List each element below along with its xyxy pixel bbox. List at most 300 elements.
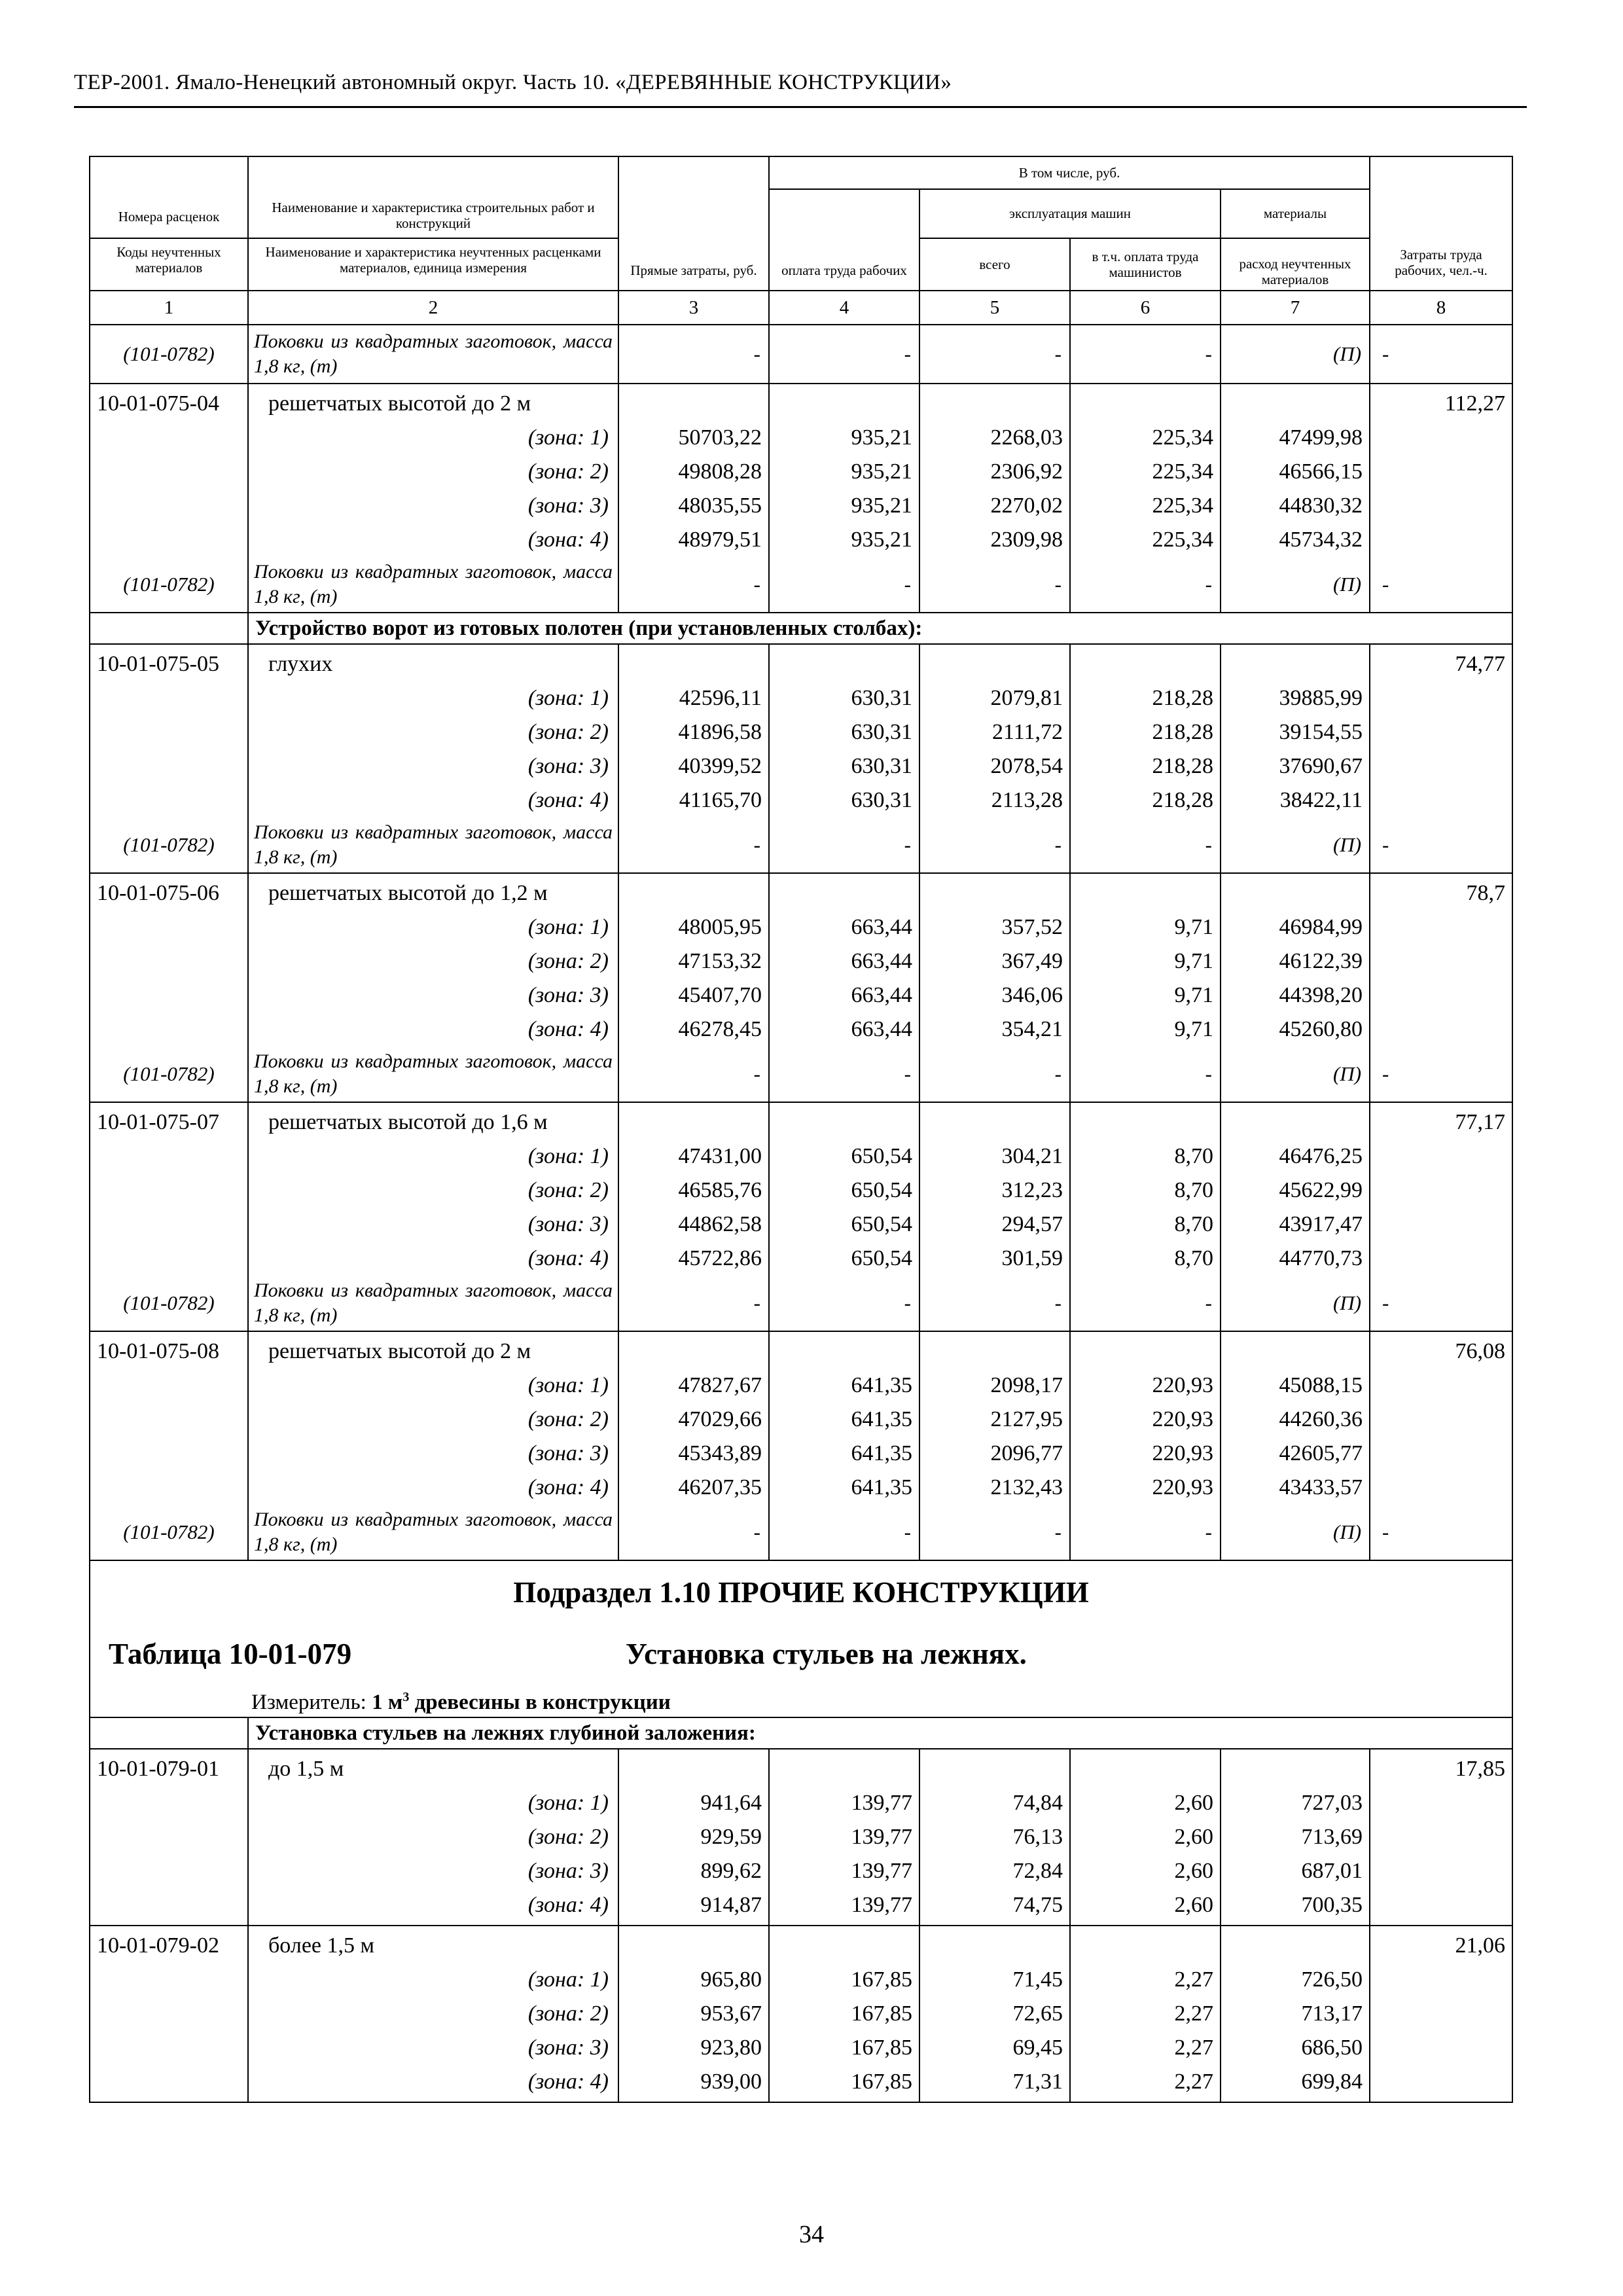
group-cell-code — [90, 613, 248, 644]
zone-row — [90, 1997, 1512, 2031]
col-number: 3 — [618, 291, 769, 325]
empty-cell — [90, 1369, 248, 1403]
hdr-material-names: Наименование и характеристика неучтенных расценками материалов, единица измерения — [248, 238, 618, 291]
empty-cell — [618, 384, 769, 421]
direct-costs: 939,00 — [618, 2065, 769, 2102]
materials-cost: 46122,39 — [1221, 944, 1370, 978]
zone-row — [90, 910, 1512, 944]
zone-label: (зона: 3) — [248, 1208, 618, 1242]
empty-cell — [1370, 1854, 1512, 1888]
empty-cell — [90, 1403, 248, 1437]
machinist-wages: 225,34 — [1070, 455, 1221, 489]
zone-row — [90, 1786, 1512, 1820]
zone-label: (зона: 4) — [248, 523, 618, 557]
empty-cell — [1070, 1331, 1221, 1369]
materials-cost: 38422,11 — [1221, 783, 1370, 817]
zone-label: (зона: 3) — [248, 2031, 618, 2065]
worker-wages: 139,77 — [769, 1854, 919, 1888]
zone-label: (зона: 2) — [248, 1820, 618, 1854]
dash-cell: - — [919, 557, 1070, 613]
empty-cell — [1070, 1102, 1221, 1139]
worker-wages: 167,85 — [769, 1963, 919, 1997]
materials-cost: 713,69 — [1221, 1820, 1370, 1854]
worker-wages: 167,85 — [769, 1997, 919, 2031]
zone-row — [90, 2031, 1512, 2065]
machinist-wages: 220,93 — [1070, 1369, 1221, 1403]
machines-total: 294,57 — [919, 1208, 1070, 1242]
materials-cost: 45622,99 — [1221, 1174, 1370, 1208]
materials-cost: 43433,57 — [1221, 1471, 1370, 1505]
machinist-wages: 225,34 — [1070, 421, 1221, 455]
machinist-wages: 220,93 — [1070, 1403, 1221, 1437]
machines-total: 2132,43 — [919, 1471, 1070, 1505]
zone-row — [90, 1888, 1512, 1926]
direct-costs: 44862,58 — [618, 1208, 769, 1242]
empty-cell — [919, 1331, 1070, 1369]
dash-cell: - — [1370, 325, 1512, 384]
empty-cell — [1370, 1208, 1512, 1242]
empty-cell — [90, 1208, 248, 1242]
dash-cell: - — [1370, 557, 1512, 613]
dash-cell: - — [919, 817, 1070, 873]
zone-label: (зона: 1) — [248, 421, 618, 455]
empty-cell — [769, 384, 919, 421]
material-row — [90, 817, 1512, 873]
empty-cell — [1370, 1174, 1512, 1208]
zone-row — [90, 749, 1512, 783]
dash-cell: - — [769, 557, 919, 613]
empty-cell — [1370, 1997, 1512, 2031]
machinist-wages: 2,60 — [1070, 1786, 1221, 1820]
empty-cell — [90, 455, 248, 489]
empty-cell — [1221, 644, 1370, 681]
empty-cell — [618, 1749, 769, 1786]
zone-label: (зона: 1) — [248, 1786, 618, 1820]
rate-code: 10-01-075-06 — [90, 873, 248, 910]
empty-cell — [90, 715, 248, 749]
hdr-worker-wages: оплата труда рабочих — [769, 189, 919, 291]
materials-cost: 727,03 — [1221, 1786, 1370, 1820]
direct-costs: 929,59 — [618, 1820, 769, 1854]
rate-code: 10-01-075-07 — [90, 1102, 248, 1139]
dash-cell: - — [1070, 557, 1221, 613]
worker-wages: 935,21 — [769, 421, 919, 455]
material-row — [90, 325, 1512, 384]
labor-costs: 21,06 — [1370, 1926, 1512, 1963]
empty-cell — [1370, 715, 1512, 749]
direct-costs: 50703,22 — [618, 421, 769, 455]
zone-row — [90, 1963, 1512, 1997]
labor-costs: 74,77 — [1370, 644, 1512, 681]
materials-cost: 39154,55 — [1221, 715, 1370, 749]
rate-code: 10-01-075-08 — [90, 1331, 248, 1369]
machinist-wages: 2,27 — [1070, 1963, 1221, 1997]
worker-wages: 663,44 — [769, 1013, 919, 1047]
materials-cost: 45088,15 — [1221, 1369, 1370, 1403]
materials-cost: 44260,36 — [1221, 1403, 1370, 1437]
col-number: 2 — [248, 291, 618, 325]
zone-label: (зона: 1) — [248, 681, 618, 715]
machinist-wages: 225,34 — [1070, 523, 1221, 557]
direct-costs: 47827,67 — [618, 1369, 769, 1403]
dash-cell: - — [1370, 1276, 1512, 1331]
direct-costs: 923,80 — [618, 2031, 769, 2065]
zone-row — [90, 1174, 1512, 1208]
direct-costs: 40399,52 — [618, 749, 769, 783]
empty-cell — [90, 2031, 248, 2065]
empty-cell — [769, 1102, 919, 1139]
header-rule — [74, 106, 1527, 108]
machinist-wages: 2,27 — [1070, 2065, 1221, 2102]
machines-total: 72,84 — [919, 1854, 1070, 1888]
zone-row — [90, 1854, 1512, 1888]
empty-cell — [90, 523, 248, 557]
zone-row — [90, 523, 1512, 557]
empty-cell — [1370, 1139, 1512, 1174]
page-number: 34 — [799, 2221, 824, 2248]
entry-row — [90, 1102, 1512, 1139]
empty-cell — [1370, 421, 1512, 455]
dash-cell: - — [1070, 325, 1221, 384]
empty-cell — [90, 1013, 248, 1047]
empty-cell — [90, 978, 248, 1013]
work-name: более 1,5 м — [248, 1926, 618, 1963]
machinist-wages: 2,60 — [1070, 1888, 1221, 1926]
empty-cell — [1221, 1102, 1370, 1139]
empty-cell — [90, 1997, 248, 2031]
group-row — [90, 1717, 1512, 1749]
entry-row — [90, 384, 1512, 421]
direct-costs: 914,87 — [618, 1888, 769, 1926]
materials-cost: 46984,99 — [1221, 910, 1370, 944]
hdr-materials: материалы — [1221, 189, 1370, 238]
dash-cell: - — [1370, 1047, 1512, 1102]
empty-cell — [90, 1820, 248, 1854]
material-name: Поковки из квадратных заготовок, масса 1,8 кг, (т) — [248, 325, 618, 384]
zone-label: (зона: 4) — [248, 2065, 618, 2102]
empty-cell — [90, 1242, 248, 1276]
machinist-wages: 218,28 — [1070, 749, 1221, 783]
machinist-wages: 2,27 — [1070, 2031, 1221, 2065]
material-name: Поковки из квадратных заготовок, масса 1,8 кг, (т) — [248, 817, 618, 873]
machines-total: 2306,92 — [919, 455, 1070, 489]
empty-cell — [618, 644, 769, 681]
empty-cell — [90, 1888, 248, 1926]
empty-cell — [1221, 384, 1370, 421]
machines-total: 2270,02 — [919, 489, 1070, 523]
zone-row — [90, 1471, 1512, 1505]
worker-wages: 630,31 — [769, 715, 919, 749]
work-name: решетчатых высотой до 2 м — [248, 1331, 618, 1369]
machinist-wages: 2,60 — [1070, 1854, 1221, 1888]
direct-costs: 48005,95 — [618, 910, 769, 944]
machinist-wages: 9,71 — [1070, 944, 1221, 978]
direct-costs: 41896,58 — [618, 715, 769, 749]
empty-cell — [1370, 2031, 1512, 2065]
zone-label: (зона: 1) — [248, 1139, 618, 1174]
zone-label: (зона: 4) — [248, 1242, 618, 1276]
materials-cost: 687,01 — [1221, 1854, 1370, 1888]
materials-cost: 713,17 — [1221, 1997, 1370, 2031]
material-row — [90, 557, 1512, 613]
machines-total: 354,21 — [919, 1013, 1070, 1047]
direct-costs: 47029,66 — [618, 1403, 769, 1437]
zone-label: (зона: 1) — [248, 910, 618, 944]
empty-cell — [1370, 523, 1512, 557]
zone-row — [90, 421, 1512, 455]
empty-cell — [1370, 1013, 1512, 1047]
rate-code: 10-01-075-04 — [90, 384, 248, 421]
worker-wages: 663,44 — [769, 978, 919, 1013]
machinist-wages: 225,34 — [1070, 489, 1221, 523]
materials-cost: 699,84 — [1221, 2065, 1370, 2102]
document-header: ТЕР-2001. Ямало-Ненецкий автономный округ. Часть 10. «ДЕРЕВЯННЫЕ КОНСТРУКЦИИ» — [74, 71, 952, 94]
direct-costs: 42596,11 — [618, 681, 769, 715]
work-name: решетчатых высотой до 1,2 м — [248, 873, 618, 910]
worker-wages: 935,21 — [769, 523, 919, 557]
zone-label: (зона: 1) — [248, 1369, 618, 1403]
empty-cell — [618, 1926, 769, 1963]
worker-wages: 935,21 — [769, 489, 919, 523]
table-number: Таблица 10-01-079 — [109, 1638, 352, 1670]
zone-row — [90, 1208, 1512, 1242]
empty-cell — [90, 1139, 248, 1174]
hdr-work-name: Наименование и характеристика строительных работ и конструкций — [248, 156, 618, 238]
worker-wages: 650,54 — [769, 1242, 919, 1276]
rate-code: 10-01-079-02 — [90, 1926, 248, 1963]
material-code: (101-0782) — [90, 1505, 248, 1560]
zone-row — [90, 978, 1512, 1013]
zone-label: (зона: 2) — [248, 715, 618, 749]
empty-cell — [769, 1749, 919, 1786]
direct-costs: 47153,32 — [618, 944, 769, 978]
empty-cell — [90, 1471, 248, 1505]
zone-label: (зона: 2) — [248, 1174, 618, 1208]
materials-cost: 726,50 — [1221, 1963, 1370, 1997]
worker-wages: 641,35 — [769, 1369, 919, 1403]
empty-cell — [1370, 978, 1512, 1013]
entry-row — [90, 1926, 1512, 1963]
empty-cell — [618, 873, 769, 910]
worker-wages: 935,21 — [769, 455, 919, 489]
empty-cell — [1370, 489, 1512, 523]
work-name: решетчатых высотой до 2 м — [248, 384, 618, 421]
worker-wages: 650,54 — [769, 1139, 919, 1174]
empty-cell — [618, 1331, 769, 1369]
zone-row — [90, 681, 1512, 715]
empty-cell — [1370, 944, 1512, 978]
group-cell-code — [90, 1717, 248, 1749]
materials-cost: 39885,99 — [1221, 681, 1370, 715]
zone-label: (зона: 2) — [248, 1403, 618, 1437]
machinist-wages: 8,70 — [1070, 1139, 1221, 1174]
hdr-machinist-wages: в т.ч. оплата труда машинистов — [1070, 238, 1221, 291]
empty-cell — [90, 489, 248, 523]
worker-wages: 139,77 — [769, 1888, 919, 1926]
machines-total: 76,13 — [919, 1820, 1070, 1854]
zone-row — [90, 1369, 1512, 1403]
machines-total: 2111,72 — [919, 715, 1070, 749]
machinist-wages: 2,60 — [1070, 1820, 1221, 1854]
material-unit-mark: (П) — [1221, 817, 1370, 873]
zone-label: (зона: 4) — [248, 1471, 618, 1505]
entry-row — [90, 644, 1512, 681]
hdr-machines-total: всего — [919, 238, 1070, 291]
dash-cell: - — [1070, 1505, 1221, 1560]
labor-costs: 78,7 — [1370, 873, 1512, 910]
machines-total: 2268,03 — [919, 421, 1070, 455]
machinist-wages: 218,28 — [1070, 681, 1221, 715]
material-unit-mark: (П) — [1221, 1047, 1370, 1102]
zone-label: (зона: 2) — [248, 1997, 618, 2031]
machines-total: 2096,77 — [919, 1437, 1070, 1471]
empty-cell — [769, 1331, 919, 1369]
worker-wages: 167,85 — [769, 2031, 919, 2065]
col-number: 5 — [919, 291, 1070, 325]
materials-cost: 45734,32 — [1221, 523, 1370, 557]
zone-label: (зона: 4) — [248, 1888, 618, 1926]
dash-cell: - — [769, 1505, 919, 1560]
worker-wages: 641,35 — [769, 1471, 919, 1505]
hdr-labor-costs: Затраты труда рабочих, чел.-ч. — [1370, 156, 1512, 291]
empty-cell — [769, 1926, 919, 1963]
hdr-machines: эксплуатация машин — [919, 189, 1221, 238]
empty-cell — [1370, 455, 1512, 489]
empty-cell — [1370, 1888, 1512, 1926]
dash-cell: - — [919, 1505, 1070, 1560]
labor-costs: 77,17 — [1370, 1102, 1512, 1139]
zone-row — [90, 944, 1512, 978]
empty-cell — [1070, 644, 1221, 681]
entry-row — [90, 873, 1512, 910]
empty-cell — [1370, 1437, 1512, 1471]
hdr-including: В том числе, руб. — [769, 156, 1370, 189]
worker-wages: 630,31 — [769, 749, 919, 783]
empty-cell — [919, 644, 1070, 681]
empty-cell — [769, 873, 919, 910]
empty-cell — [1370, 783, 1512, 817]
zone-row — [90, 1242, 1512, 1276]
dash-cell: - — [618, 1276, 769, 1331]
entry-row — [90, 1749, 1512, 1786]
dash-cell: - — [1070, 1276, 1221, 1331]
dash-cell: - — [919, 1047, 1070, 1102]
empty-cell — [1221, 1926, 1370, 1963]
empty-cell — [90, 749, 248, 783]
entry-row — [90, 1331, 1512, 1369]
group-row — [90, 613, 1512, 644]
hdr-material-codes: Коды неучтенных материалов — [90, 238, 248, 291]
machines-total: 2127,95 — [919, 1403, 1070, 1437]
empty-cell — [1370, 1963, 1512, 1997]
zone-label: (зона: 3) — [248, 1854, 618, 1888]
machines-total: 74,75 — [919, 1888, 1070, 1926]
material-code: (101-0782) — [90, 325, 248, 384]
zone-row — [90, 1437, 1512, 1471]
machines-total: 69,45 — [919, 2031, 1070, 2065]
zone-row — [90, 2065, 1512, 2102]
direct-costs: 46585,76 — [618, 1174, 769, 1208]
machinist-wages: 8,70 — [1070, 1242, 1221, 1276]
machines-total: 2098,17 — [919, 1369, 1070, 1403]
machines-total: 301,59 — [919, 1242, 1070, 1276]
direct-costs: 45722,86 — [618, 1242, 769, 1276]
empty-cell — [919, 384, 1070, 421]
material-unit-mark: (П) — [1221, 1276, 1370, 1331]
material-code: (101-0782) — [90, 557, 248, 613]
dash-cell: - — [769, 1276, 919, 1331]
empty-cell — [90, 2065, 248, 2102]
empty-cell — [90, 1437, 248, 1471]
zone-label: (зона: 3) — [248, 489, 618, 523]
dash-cell: - — [769, 1047, 919, 1102]
rate-code: 10-01-079-01 — [90, 1749, 248, 1786]
machinist-wages: 9,71 — [1070, 1013, 1221, 1047]
direct-costs: 45407,70 — [618, 978, 769, 1013]
hdr-direct-costs: Прямые затраты, руб. — [618, 156, 769, 291]
zone-label: (зона: 3) — [248, 1437, 618, 1471]
empty-cell — [919, 873, 1070, 910]
direct-costs: 45343,89 — [618, 1437, 769, 1471]
zone-row — [90, 1820, 1512, 1854]
zone-row — [90, 1013, 1512, 1047]
zone-row — [90, 1139, 1512, 1174]
dash-cell: - — [769, 817, 919, 873]
empty-cell — [919, 1749, 1070, 1786]
materials-cost: 44770,73 — [1221, 1242, 1370, 1276]
empty-cell — [1070, 1926, 1221, 1963]
dash-cell: - — [1070, 1047, 1221, 1102]
materials-cost: 700,35 — [1221, 1888, 1370, 1926]
col-number: 7 — [1221, 291, 1370, 325]
empty-cell — [1070, 873, 1221, 910]
dash-cell: - — [919, 1276, 1070, 1331]
material-name: Поковки из квадратных заготовок, масса 1,8 кг, (т) — [248, 1505, 618, 1560]
machinist-wages: 8,70 — [1070, 1208, 1221, 1242]
zone-row — [90, 455, 1512, 489]
machinist-wages: 218,28 — [1070, 715, 1221, 749]
machines-total: 2079,81 — [919, 681, 1070, 715]
group-title: Установка стульев на лежнях глубиной заложения: — [248, 1717, 1512, 1749]
empty-cell — [1221, 873, 1370, 910]
direct-costs: 46207,35 — [618, 1471, 769, 1505]
empty-cell — [618, 1102, 769, 1139]
subsection-title: Подраздел 1.10 ПРОЧИЕ КОНСТРУКЦИИ — [513, 1576, 1089, 1609]
machines-total: 357,52 — [919, 910, 1070, 944]
zone-label: (зона: 2) — [248, 455, 618, 489]
materials-cost: 44398,20 — [1221, 978, 1370, 1013]
zone-row — [90, 715, 1512, 749]
empty-cell — [90, 783, 248, 817]
material-row — [90, 1047, 1512, 1102]
dash-cell: - — [618, 817, 769, 873]
work-name: решетчатых высотой до 1,6 м — [248, 1102, 618, 1139]
hdr-rate-number: Номера расценок — [90, 156, 248, 238]
empty-cell — [1221, 1749, 1370, 1786]
empty-cell — [919, 1102, 1070, 1139]
machines-total: 367,49 — [919, 944, 1070, 978]
direct-costs: 899,62 — [618, 1854, 769, 1888]
work-name: глухих — [248, 644, 618, 681]
direct-costs: 41165,70 — [618, 783, 769, 817]
material-unit-mark: (П) — [1221, 325, 1370, 384]
machines-total: 304,21 — [919, 1139, 1070, 1174]
materials-cost: 46566,15 — [1221, 455, 1370, 489]
materials-cost: 46476,25 — [1221, 1139, 1370, 1174]
materials-cost: 45260,80 — [1221, 1013, 1370, 1047]
empty-cell — [90, 944, 248, 978]
direct-costs: 49808,28 — [618, 455, 769, 489]
